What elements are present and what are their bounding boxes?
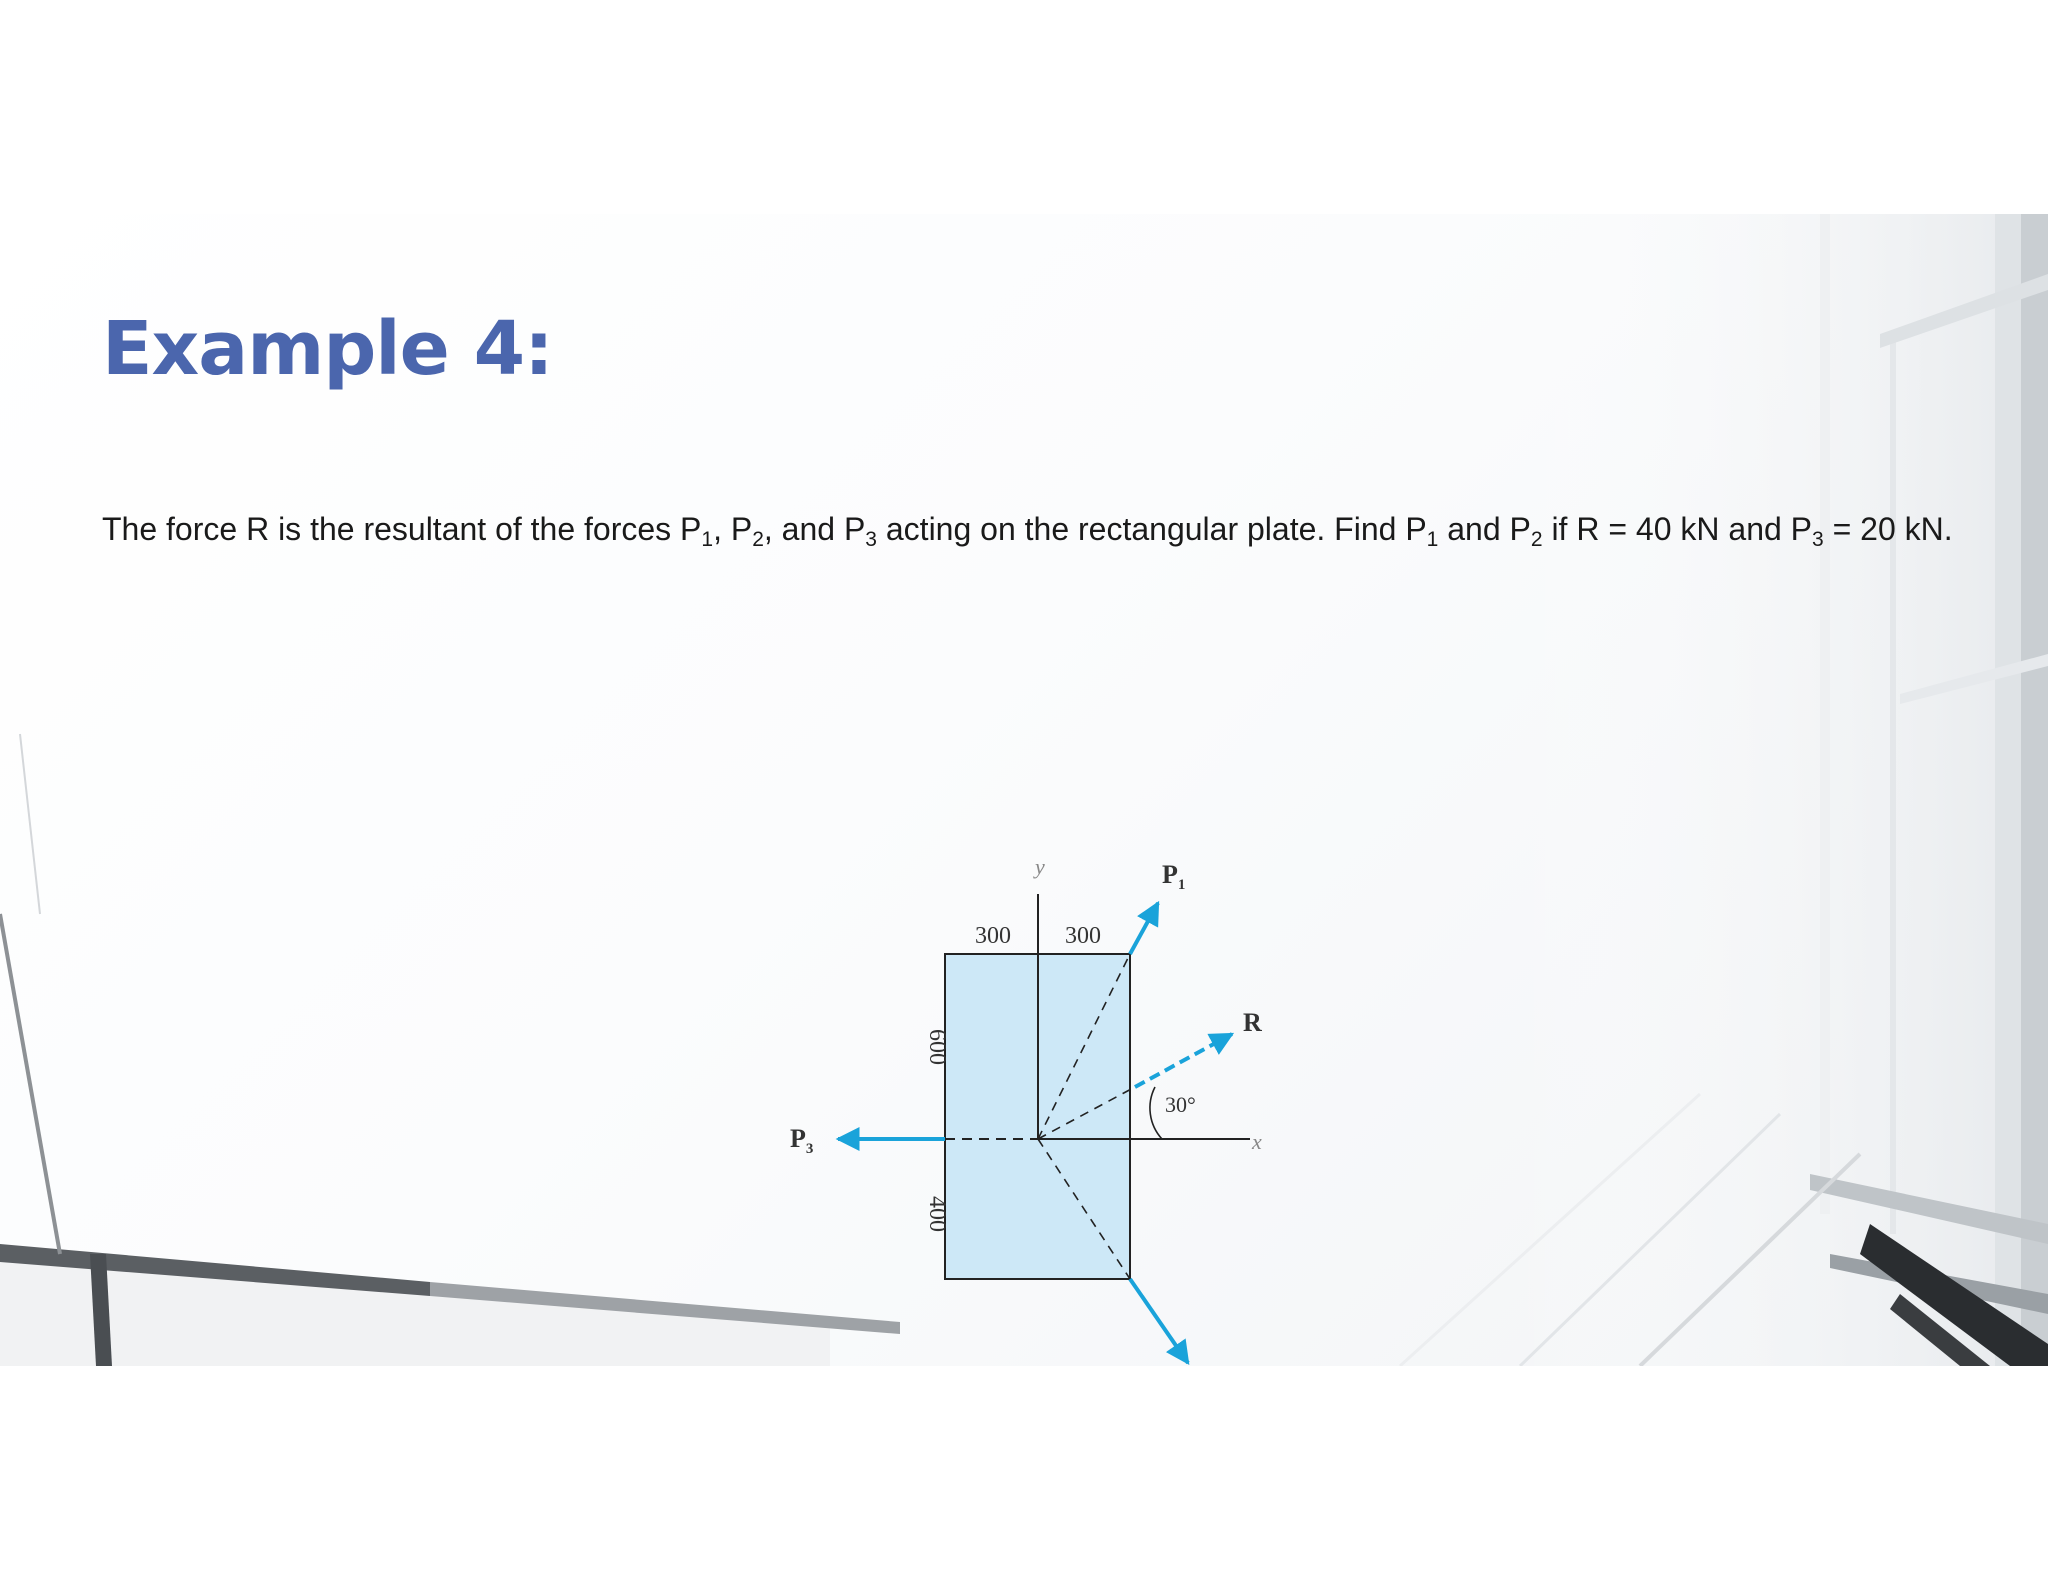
problem-text-segment: = 20 kN. <box>1823 511 1953 547</box>
problem-text-segment: acting on the rectangular plate. Find P <box>876 511 1427 547</box>
problem-text-segment: and P <box>1438 511 1531 547</box>
subscript: 1 <box>1426 528 1439 551</box>
label-p3: $P_3$ <box>790 1124 814 1157</box>
label-r: R <box>1243 1008 1262 1037</box>
problem-text-segment: , and P <box>763 511 866 547</box>
y-axis-label: y <box>1035 854 1045 879</box>
resultant-r-arrow <box>1135 1034 1232 1087</box>
problem-statement <box>102 504 1982 554</box>
slide-title: Example 4: <box>102 306 553 392</box>
dim-lower-height: 400 <box>924 1196 950 1232</box>
label-p1: $P_1$ <box>1162 860 1186 893</box>
problem-text-segment: , P <box>713 511 753 547</box>
slide <box>0 214 2048 1443</box>
force-diagram: y x 300 300 600 400 30° $P_1$ $P_2$ $P_3$ R Dimensions in mm <box>790 854 1262 1443</box>
problem-text-segment: if R = 40 kN and P <box>1542 511 1813 547</box>
force-p2-arrow <box>1130 1279 1188 1363</box>
x-axis-label: x <box>1252 1129 1262 1154</box>
subscript: 2 <box>752 528 764 551</box>
angle-arc <box>1150 1087 1162 1139</box>
subscript: 3 <box>1812 528 1824 551</box>
subscript: 3 <box>865 528 877 551</box>
dim-upper-height: 600 <box>924 1029 950 1065</box>
subscript: 1 <box>701 528 714 551</box>
dim-left-width: 300 <box>975 923 1011 949</box>
problem-text-segment: The force R is the resultant of the forces P <box>102 511 702 547</box>
angle-label: 30° <box>1165 1092 1196 1117</box>
dim-right-width: 300 <box>1065 923 1101 949</box>
force-p1-arrow <box>1130 903 1158 954</box>
subscript: 2 <box>1530 528 1543 551</box>
